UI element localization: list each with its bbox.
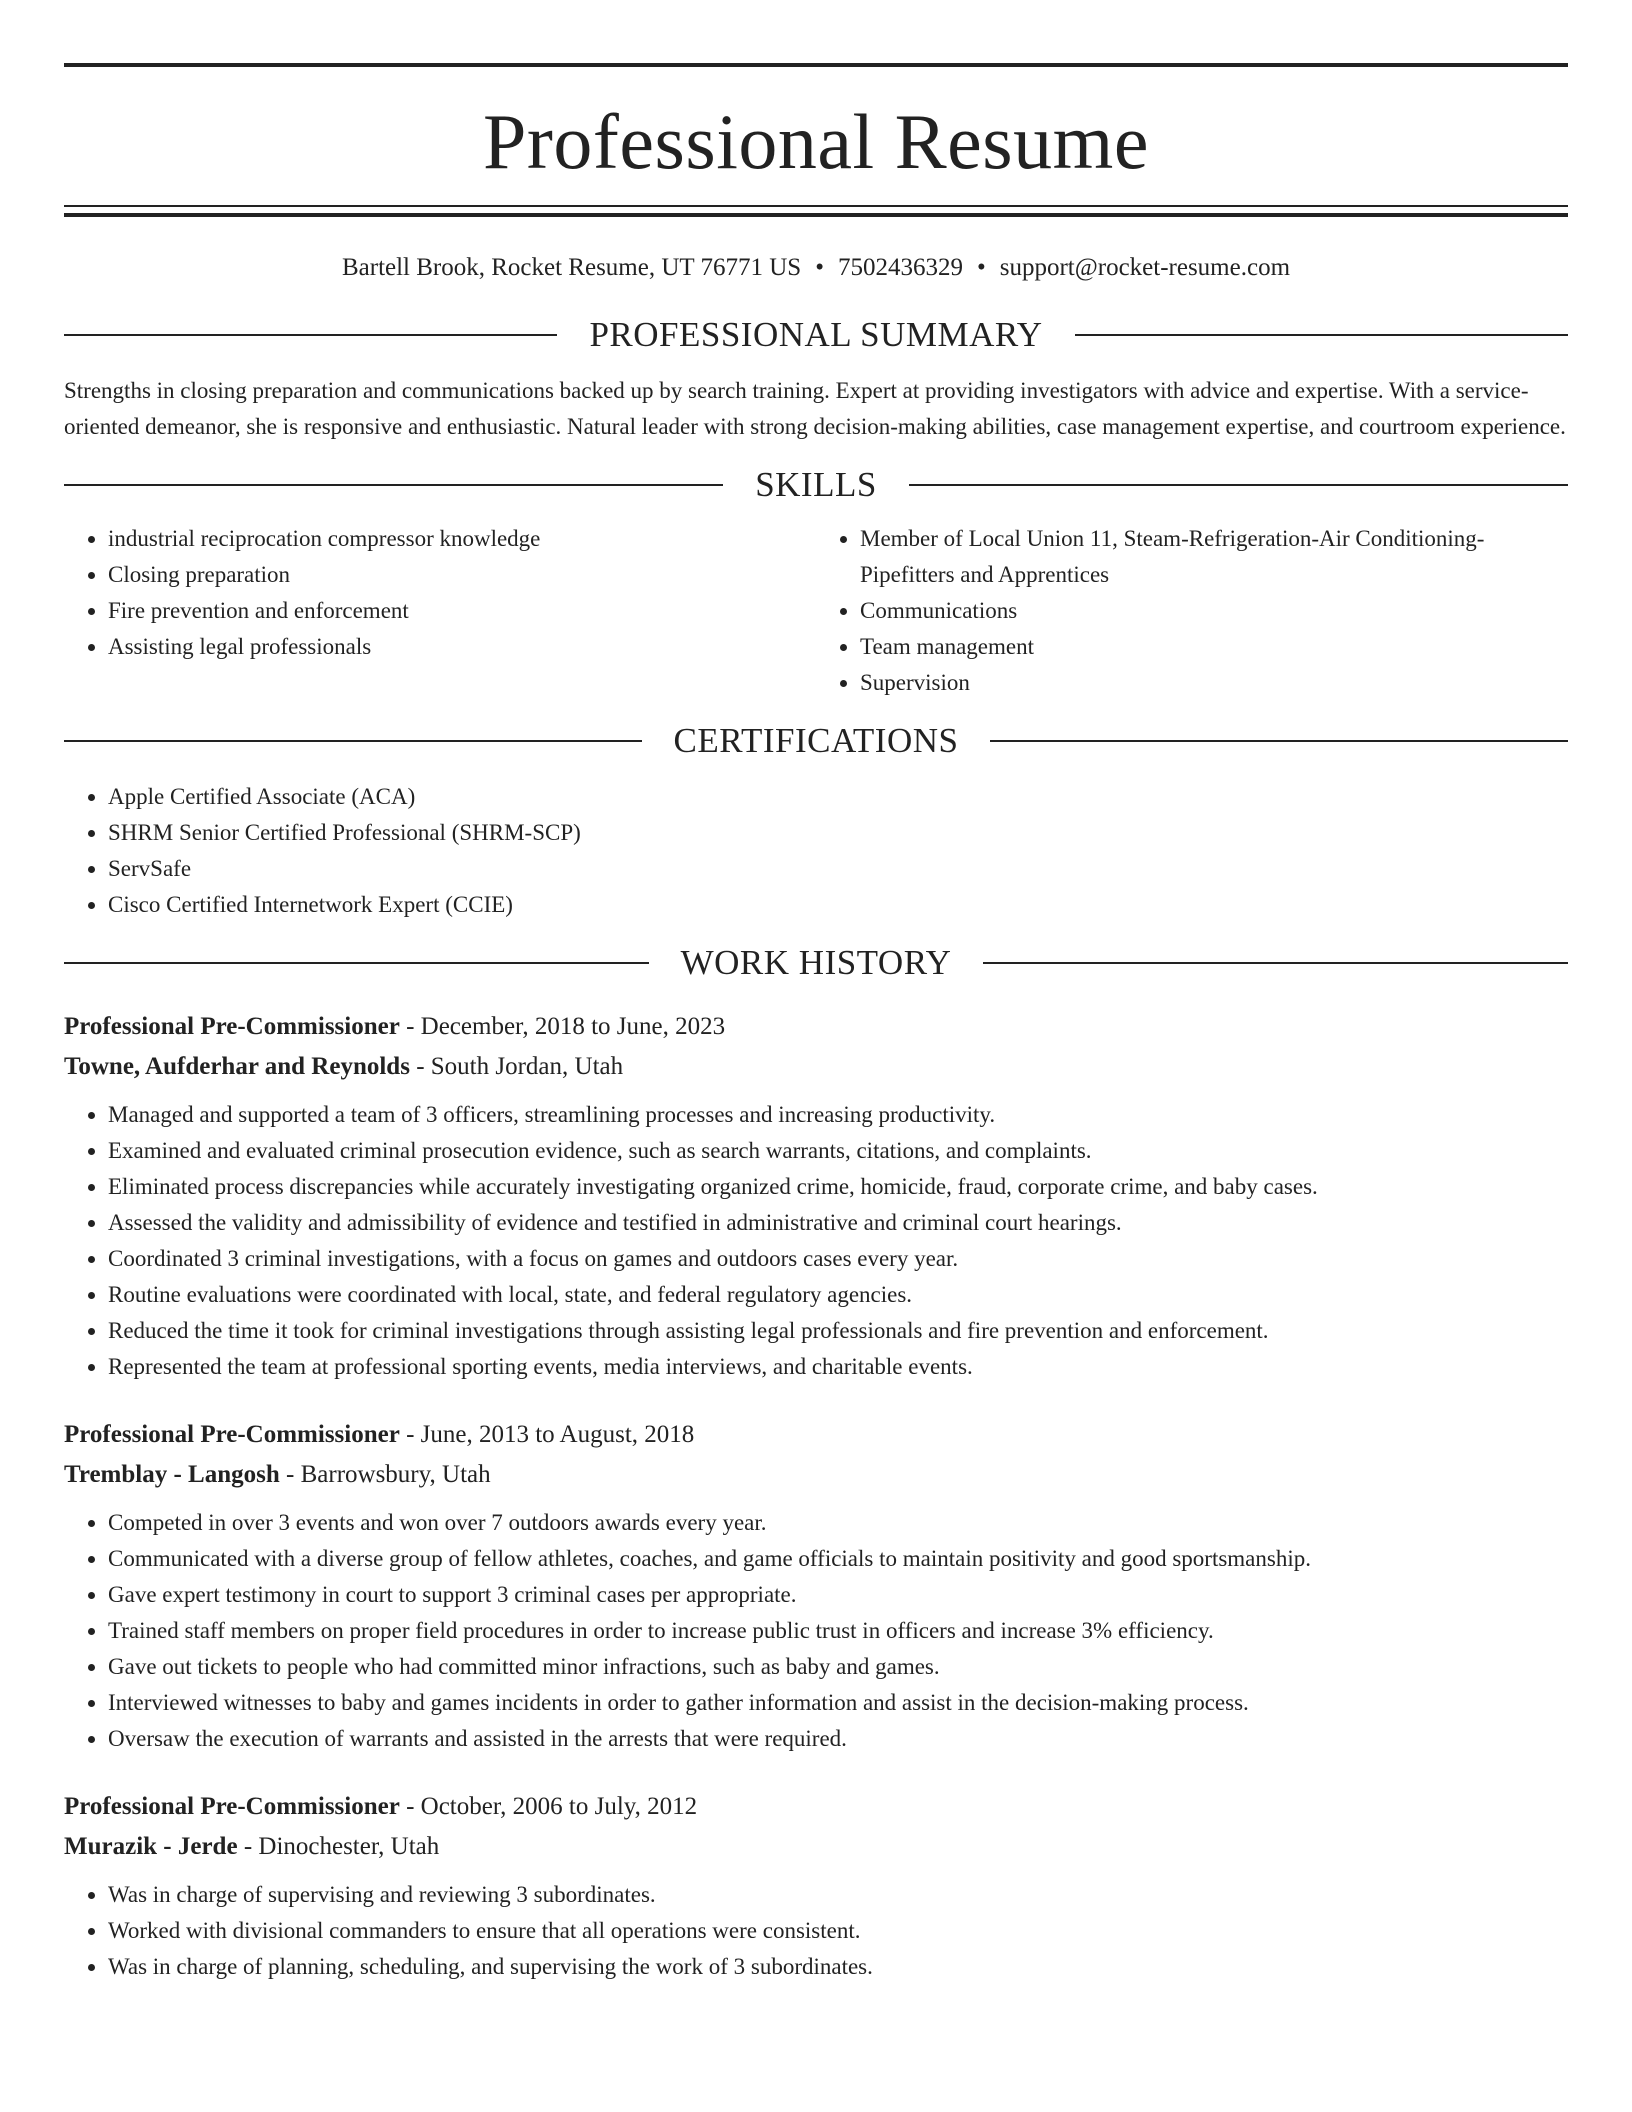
resume-title: Professional Resume — [483, 98, 1149, 185]
job-bullets — [64, 1505, 1568, 1757]
skills-grid — [64, 521, 1568, 701]
certifications-heading: CERTIFICATIONS — [673, 721, 959, 760]
job-location: - Barrowsbury, Utah — [279, 1461, 491, 1488]
section-rule-left — [64, 740, 642, 742]
job-bullet: • Eliminated process discrepancies while accurately investigating organized crime, homicide, fraud, corporate crime, and baby cases. — [108, 1169, 1568, 1205]
header-top-rule — [64, 63, 1568, 67]
job-company: Murazik - Jerde — [64, 1833, 238, 1860]
contact-line — [64, 253, 1568, 283]
header-rule-lower — [64, 213, 1568, 217]
skills-list-right — [816, 521, 1568, 701]
job-company: Tremblay - Langosh — [64, 1461, 280, 1488]
job-company-line — [64, 1827, 1568, 1867]
contact-phone: 7502436329 — [837, 254, 963, 281]
section-rule-left — [64, 962, 649, 964]
contact-separator: • — [815, 254, 824, 281]
job-entry — [64, 1787, 1568, 1985]
job-bullet: • Gave expert testimony in court to support 3 criminal cases per appropriate. — [108, 1577, 1568, 1613]
header-rule-upper — [64, 205, 1568, 207]
skills-column-right — [816, 521, 1568, 701]
skill-item: • Assisting legal professionals — [108, 629, 816, 665]
job-bullet: • Competed in over 3 events and won over 7 outdoors awards every year. — [108, 1505, 1568, 1541]
job-title: Professional Pre-Commissioner — [64, 1793, 400, 1820]
skill-item: • industrial reciprocation compressor knowledge — [108, 521, 816, 557]
work-history-section-header — [64, 941, 1568, 985]
job-location: - Dinochester, Utah — [237, 1833, 440, 1860]
summary-text: Strengths in closing preparation and communications backed up by search training. Expert at providing investigators with advice and expertise. With a service-oriented demeanor, she is responsive and enthusiastic. Natural leader with strong decision-making abilities, case management expertise, and courtroom experience. — [64, 378, 1566, 439]
certification-item: • SHRM Senior Certified Professional (SHRM-SCP) — [108, 815, 1568, 851]
certification-item: • Apple Certified Associate (ACA) — [108, 779, 1568, 815]
certification-item: • Cisco Certified Internetwork Expert (CCIE) — [108, 887, 1568, 923]
job-title-line — [64, 1787, 1568, 1827]
work-history-heading: WORK HISTORY — [680, 943, 952, 982]
job-entry — [64, 1007, 1568, 1385]
job-dates: - December, 2018 to June, 2023 — [399, 1013, 726, 1040]
job-bullets — [64, 1097, 1568, 1385]
skill-item: • Fire prevention and enforcement — [108, 593, 816, 629]
job-title-line — [64, 1415, 1568, 1455]
job-bullet: • Represented the team at professional sporting events, media interviews, and charitable events. — [108, 1349, 1568, 1385]
skill-item: • Team management — [860, 629, 1568, 665]
job-bullet: • Trained staff members on proper field procedures in order to increase public trust in officers and increase 3% efficiency. — [108, 1613, 1568, 1649]
job-title: Professional Pre-Commissioner — [64, 1013, 400, 1040]
section-rule-right — [1075, 334, 1568, 336]
section-rule-left — [64, 334, 557, 336]
skills-list-left — [64, 521, 816, 665]
section-rule-left — [64, 484, 723, 486]
job-company-line — [64, 1047, 1568, 1087]
job-bullet: • Oversaw the execution of warrants and assisted in the arrests that were required. — [108, 1721, 1568, 1757]
section-rule-right — [983, 962, 1568, 964]
summary-heading: PROFESSIONAL SUMMARY — [589, 315, 1043, 354]
skill-item: • Supervision — [860, 665, 1568, 701]
certification-item: • ServSafe — [108, 851, 1568, 887]
job-bullet: • Gave out tickets to people who had committed minor infractions, such as baby and games. — [108, 1649, 1568, 1685]
skill-item: • Closing preparation — [108, 557, 816, 593]
summary-section-header — [64, 313, 1568, 357]
skills-heading: SKILLS — [755, 465, 877, 504]
skills-section-header — [64, 463, 1568, 507]
job-bullet: • Was in charge of planning, scheduling, and supervising the work of 3 subordinates. — [108, 1949, 1568, 1985]
skills-column-left — [64, 521, 816, 701]
skill-item: • Communications — [860, 593, 1568, 629]
job-company: Towne, Aufderhar and Reynolds — [64, 1053, 410, 1080]
job-bullet: • Communicated with a diverse group of fellow athletes, coaches, and game officials to maintain positivity and good sportsmanship. — [108, 1541, 1568, 1577]
section-rule-right — [990, 740, 1568, 742]
job-bullet: • Routine evaluations were coordinated with local, state, and federal regulatory agencies. — [108, 1277, 1568, 1313]
section-rule-right — [909, 484, 1568, 486]
job-company-line — [64, 1455, 1568, 1495]
job-dates: - October, 2006 to July, 2012 — [399, 1793, 698, 1820]
job-title: Professional Pre-Commissioner — [64, 1421, 400, 1448]
job-bullet: • Coordinated 3 criminal investigations, with a focus on games and outdoors cases every year. — [108, 1241, 1568, 1277]
job-bullet: • Was in charge of supervising and reviewing 3 subordinates. — [108, 1877, 1568, 1913]
job-bullet: • Managed and supported a team of 3 officers, streamlining processes and increasing productivity. — [108, 1097, 1568, 1133]
resume-page — [64, 0, 1568, 1985]
job-bullet: • Worked with divisional commanders to ensure that all operations were consistent. — [108, 1913, 1568, 1949]
job-location: - South Jordan, Utah — [409, 1053, 624, 1080]
skill-item: • Member of Local Union 11, Steam-Refrigeration-Air Conditioning-Pipefitters and Apprentices — [860, 521, 1568, 593]
certifications-list — [64, 779, 1568, 923]
job-entry — [64, 1415, 1568, 1757]
job-title-line — [64, 1007, 1568, 1047]
contact-separator: • — [976, 254, 986, 281]
job-bullet: • Reduced the time it took for criminal investigations through assisting legal professionals and fire prevention and enforcement. — [108, 1313, 1568, 1349]
job-bullet: • Interviewed witnesses to baby and games incidents in order to gather information and assist in the decision-making process. — [108, 1685, 1568, 1721]
job-bullet: • Assessed the validity and admissibility of evidence and testified in administrative and criminal court hearings. — [108, 1205, 1568, 1241]
job-bullet: • Examined and evaluated criminal prosecution evidence, such as search warrants, citations, and complaints. — [108, 1133, 1568, 1169]
job-bullets — [64, 1877, 1568, 1985]
contact-email: support@rocket-resume.com — [999, 254, 1291, 281]
job-dates: - June, 2013 to August, 2018 — [399, 1421, 695, 1448]
certifications-section-header — [64, 719, 1568, 763]
contact-address: Bartell Brook, Rocket Resume, UT 76771 US — [341, 254, 802, 281]
